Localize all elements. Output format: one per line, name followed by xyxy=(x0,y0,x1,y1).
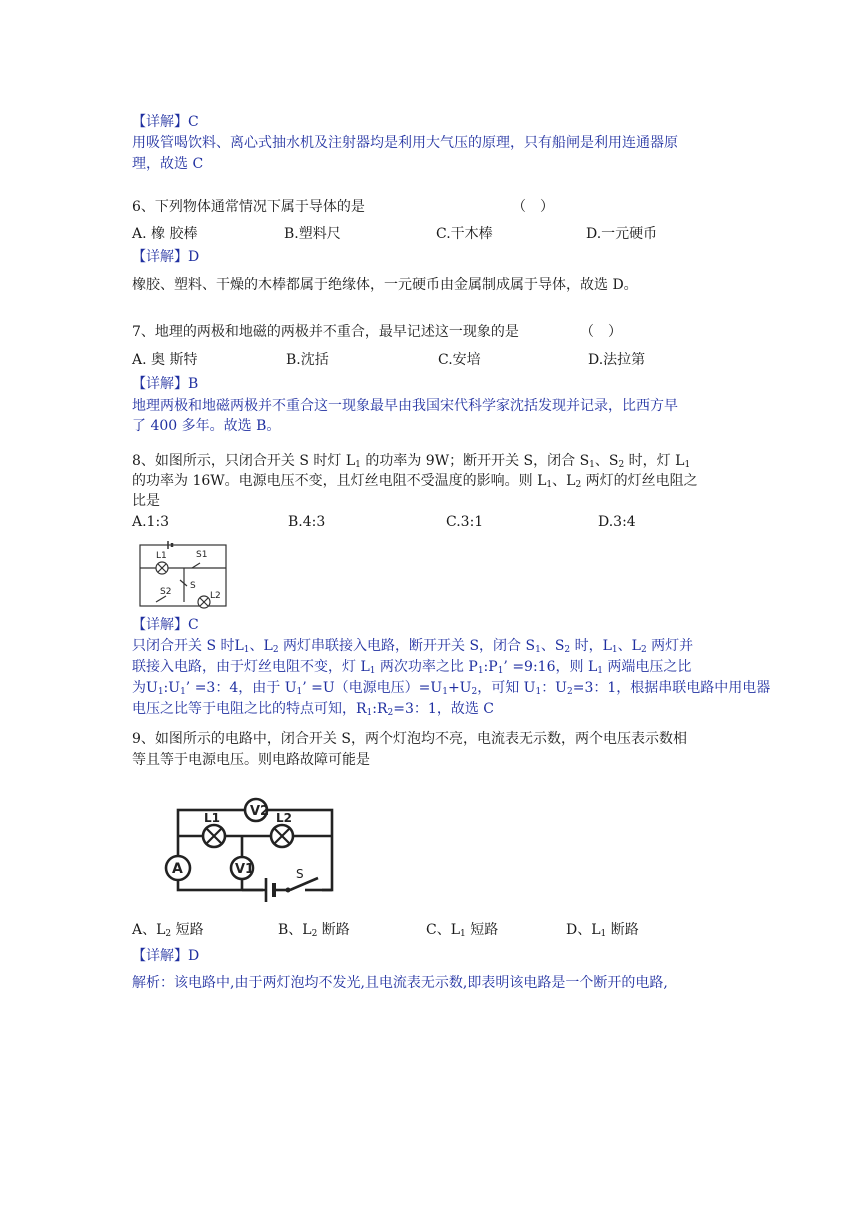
q8-sub: 2 xyxy=(387,708,394,718)
q8-sub: 1 xyxy=(180,687,186,697)
q7-options xyxy=(132,350,752,371)
q8-label-s1: S1 xyxy=(196,550,208,560)
q9-option-b xyxy=(278,920,350,941)
q8-text: 的功率为 16W。电源电压不变，且灯丝电阻不受温度的影响。则 L xyxy=(132,473,547,489)
q7-option-c: C.安培 xyxy=(438,352,481,368)
q9-sub: 2 xyxy=(311,929,318,939)
q9-stem-line2: 等且等于电源电压。则电路故障可能是 xyxy=(132,752,370,768)
q8-text: :R xyxy=(372,701,388,717)
q6-options xyxy=(132,224,752,245)
q9-text: 断路 xyxy=(317,922,350,938)
q8-text: 只闭合开关 S 时L xyxy=(132,638,244,654)
q9-sub: 1 xyxy=(460,929,466,939)
q8-explanation-line2 xyxy=(132,657,742,678)
q8-text: ：U xyxy=(541,680,567,696)
q7-explanation-line1: 地理两极和地磁两极并不重合这一现象最早由我国宋代科学家沈括发现并记录，比西方早 xyxy=(132,398,678,414)
q8-text: 两端电压之比 xyxy=(602,659,692,675)
q9-circuit-diagram xyxy=(158,788,348,908)
q8-sub: 1 xyxy=(611,645,618,655)
q9-stem-line1: 9、如图所示的电路中，闭合开关 S，两个灯泡均不亮，电流表无示数，两个电压表示数相 xyxy=(132,731,687,747)
q8-sub: 1 xyxy=(369,666,376,676)
q8-text: 两灯并 xyxy=(646,638,694,654)
q8-text: 两灯串联接入电路，断开开关 S，闭合 S xyxy=(278,638,536,654)
q8-label-s2: S2 xyxy=(160,587,172,597)
q8-text: 、S xyxy=(540,638,565,654)
q8-option-a: A.1:3 xyxy=(132,514,170,530)
q8-text: 电压之比等于电阻之比的特点可知，R xyxy=(132,701,367,717)
q9-option-c xyxy=(426,920,498,941)
q9-text: A、L xyxy=(132,922,166,938)
q8-options xyxy=(132,512,752,533)
q9-sub: 2 xyxy=(165,929,172,939)
q6-stem-text: 6、下列物体通常情况下属于导体的是 xyxy=(132,199,365,215)
q9-label-l1: L1 xyxy=(204,811,220,825)
q8-text: 、L xyxy=(552,473,576,489)
q8-sub: 1 xyxy=(684,460,691,470)
q8-text: 为U xyxy=(132,680,158,696)
q9-text: 短路 xyxy=(465,922,499,938)
q7-stem xyxy=(132,322,742,343)
q6-option-c: C.干木棒 xyxy=(436,226,493,242)
q8-text: :P xyxy=(483,659,498,675)
q9-label-v1: V1 xyxy=(235,862,255,877)
q8-text: 两灯的灯丝电阻之 xyxy=(581,473,698,489)
q8-sub: 1 xyxy=(497,666,504,676)
q8-text: 时，灯 L xyxy=(624,453,685,469)
q8-sub: 1 xyxy=(589,460,595,470)
q5-explanation-line1: 用吸管喝饮料、离心式抽水机及注射器均是利用大气压的原理，只有船闸是利用连通器原 xyxy=(132,135,678,151)
q8-text: ，可知 U xyxy=(477,680,536,696)
q5-answer-label: 【详解】C xyxy=(132,114,199,130)
q6-option-a: A. 橡 胶棒 xyxy=(132,226,198,242)
q9-sub: 1 xyxy=(600,929,607,939)
q8-text: 的功率为 9W；断开开关 S，闭合 S xyxy=(360,453,590,469)
q9-text: 断路 xyxy=(606,922,639,938)
q8-text: 时，L xyxy=(570,638,612,654)
q9-text: D、L xyxy=(566,922,601,938)
q8-sub: 1 xyxy=(157,687,164,697)
q7-stem-text: 7、地理的两极和地磁的两极并不重合，最早记述这一现象的是 xyxy=(132,324,519,340)
q8-label-s: S xyxy=(190,581,196,591)
q8-text: 、L xyxy=(617,638,641,654)
q6-answer-label: 【详解】D xyxy=(132,249,200,265)
q8-sub: 1 xyxy=(243,645,250,655)
q9-option-d xyxy=(566,920,639,941)
q8-option-d: D.3:4 xyxy=(598,514,636,530)
q8-circuit-diagram xyxy=(134,538,232,612)
q8-sub: 2 xyxy=(564,645,571,655)
q8-explanation-line4 xyxy=(132,699,742,720)
q9-label-a: A xyxy=(172,861,183,877)
q6-paren: （ ） xyxy=(512,199,554,215)
q8-text: =3：1，故选 C xyxy=(393,701,494,717)
q6-option-d: D.一元硬币 xyxy=(586,226,658,242)
q8-explanation-line1 xyxy=(132,636,742,657)
q8-stem-line3: 比是 xyxy=(132,493,160,509)
q8-text: ’ =3：4，由于 U xyxy=(185,680,297,696)
q8-text: ’ =9:16，则 L xyxy=(503,659,598,675)
q8-sub: 2 xyxy=(567,687,573,697)
q8-text: =3：1，根据串联电路中用电器 xyxy=(572,680,771,696)
q8-sub: 1 xyxy=(597,666,603,676)
q8-answer-label: 【详解】C xyxy=(132,617,199,633)
q6-explanation: 橡胶、塑料、干燥的木棒都属于绝缘体，一元硬币由金属制成属于导体，故选 D。 xyxy=(132,277,638,293)
q8-text: 、L xyxy=(249,638,273,654)
q8-option-b: B.4:3 xyxy=(288,514,326,530)
q7-answer-label: 【详解】B xyxy=(132,376,199,392)
q8-sub: 2 xyxy=(640,645,647,655)
q8-sub: 1 xyxy=(442,687,448,697)
q8-label-l1: L1 xyxy=(156,551,167,561)
q9-explanation: 解析：该电路中,由于两灯泡均不发光,且电流表无示数,即表明该电路是一个断开的电路, xyxy=(132,975,668,991)
q5-explanation-line2: 理，故选 C xyxy=(132,156,204,172)
q9-options xyxy=(132,920,752,941)
q8-sub: 2 xyxy=(272,645,279,655)
q8-text: :U xyxy=(163,680,181,696)
q8-text: 两次功率之比 P xyxy=(375,659,478,675)
q8-text: 、S xyxy=(594,453,619,469)
q8-sub: 1 xyxy=(355,460,361,470)
q8-stem-line1 xyxy=(132,451,742,472)
q9-label-v2: V2 xyxy=(250,804,270,819)
q8-sub: 2 xyxy=(575,480,582,490)
q9-option-a xyxy=(132,920,204,941)
q7-option-d: D.法拉第 xyxy=(588,352,646,368)
q9-label-l2: L2 xyxy=(276,811,292,825)
q9-label-s: S xyxy=(296,867,304,881)
q8-sub: 1 xyxy=(477,666,484,676)
q6-option-b: B.塑料尺 xyxy=(284,226,341,242)
q7-option-b: B.沈括 xyxy=(286,352,329,368)
q7-explanation-line2: 了 400 多年。故选 B。 xyxy=(132,418,281,434)
q8-sub: 1 xyxy=(535,687,542,697)
q8-sub: 2 xyxy=(471,687,478,697)
q8-sub: 1 xyxy=(535,645,541,655)
q8-text: 联接入电路，由于灯丝电阻不变，灯 L xyxy=(132,659,370,675)
q9-answer-label: 【详解】D xyxy=(132,948,200,964)
q7-paren: （ ） xyxy=(580,324,622,340)
q8-text: 8、如图所示，只闭合开关 S 时灯 L xyxy=(132,453,356,469)
q8-label-l2: L2 xyxy=(210,591,221,601)
q9-text: C、L xyxy=(426,922,461,938)
q8-stem-line2 xyxy=(132,471,742,492)
q8-text: +U xyxy=(447,680,472,696)
q7-option-a: A. 奥 斯特 xyxy=(132,352,198,368)
q8-text: ’ =U（电源电压）=U xyxy=(302,680,443,696)
q8-explanation-line3 xyxy=(132,678,771,699)
q8-sub: 1 xyxy=(296,687,303,697)
q9-text: B、L xyxy=(278,922,312,938)
q8-sub: 1 xyxy=(546,480,553,490)
q8-sub: 2 xyxy=(618,460,625,470)
q9-text: 短路 xyxy=(171,922,204,938)
q8-option-c: C.3:1 xyxy=(446,514,484,530)
q6-stem xyxy=(132,197,742,218)
q8-sub: 1 xyxy=(366,708,373,718)
